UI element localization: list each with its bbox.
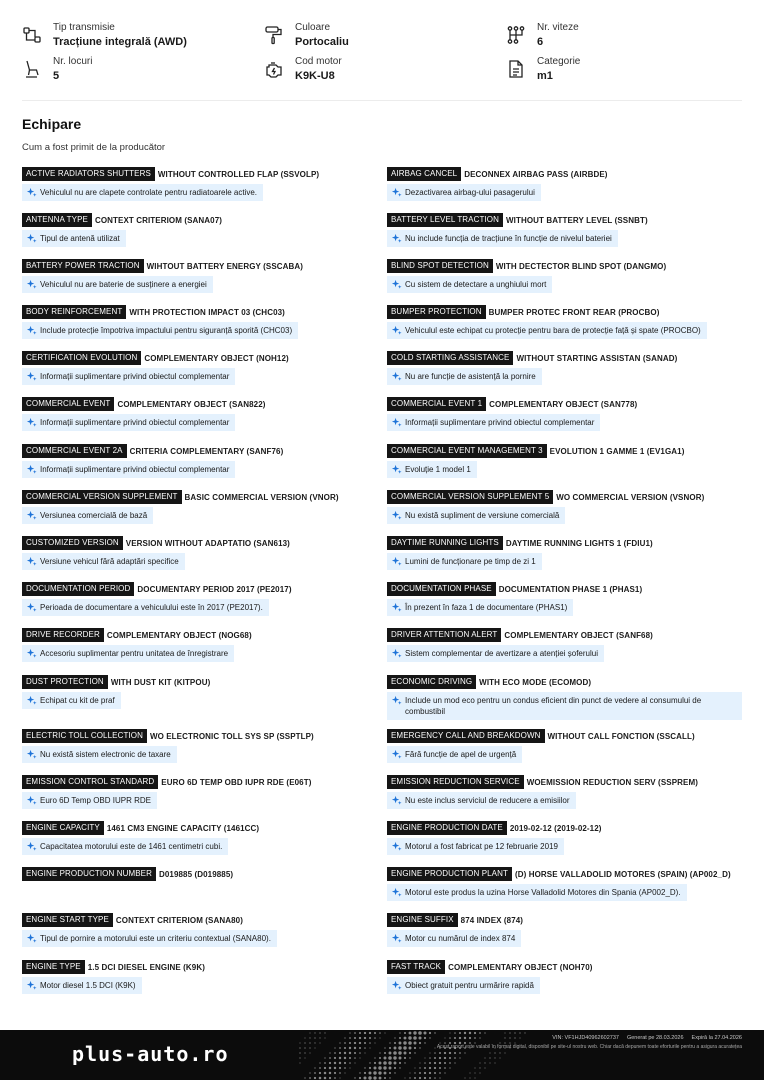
equipment-header xyxy=(387,213,747,227)
equipment-item xyxy=(22,351,382,387)
equipment-item xyxy=(22,821,382,857)
equipment-tag: COMMERCIAL EVENT 1 xyxy=(387,397,486,411)
equipment-description-text: Include protecție împotriva impactului pentru siguranță sporită (CHC03) xyxy=(40,326,293,335)
paint-roller-icon xyxy=(264,25,284,45)
equipment-item xyxy=(22,213,382,249)
equipment-description xyxy=(22,599,269,616)
equipment-description-text: În prezent în faza 1 de documentare (PHAS1) xyxy=(405,603,568,612)
equipment-description-text: Informații suplimentare privind obiectul complementar xyxy=(40,418,230,427)
sparkle-icon xyxy=(391,749,402,760)
equipment-description-text: Versiunea comercială de bază xyxy=(40,511,148,520)
equipment-header xyxy=(22,582,382,596)
equipment-description-text: Vehiculul nu are clapete controlate pentru radiatoarele active. xyxy=(40,188,258,197)
sparkle-icon xyxy=(391,417,402,428)
equipment-code: VERSION WITHOUT ADAPTATIO (SAN613) xyxy=(125,538,290,548)
equipment-description xyxy=(22,230,126,247)
equipment-item xyxy=(387,167,747,203)
equipment-item xyxy=(387,213,747,249)
footer xyxy=(0,1030,764,1080)
equipment-description-text: Sistem complementar de avertizare a atenției șoferului xyxy=(405,649,598,658)
equipment-code: WITHOUT STARTING ASSISTAN (SANAD) xyxy=(516,353,678,363)
equipment-tag: COMMERCIAL EVENT xyxy=(22,397,114,411)
equipment-tag: ENGINE SUFFIX xyxy=(387,913,458,927)
equipment-header xyxy=(22,213,382,227)
sparkle-icon xyxy=(26,648,37,659)
equipment-header xyxy=(22,397,382,411)
equipment-item xyxy=(387,867,747,903)
equipment-header xyxy=(387,259,747,273)
spec-color xyxy=(264,22,494,54)
equipment-description-text: Motor diesel 1.5 DCI (K9K) xyxy=(40,981,136,990)
equipment-code: WITHOUT BATTERY LEVEL (SSNBT) xyxy=(506,215,648,225)
sparkle-icon xyxy=(391,933,402,944)
equipment-description xyxy=(22,414,235,431)
equipment-item xyxy=(22,444,382,480)
equipment-code: WITH DECTECTOR BLIND SPOT (DANGMO) xyxy=(495,261,667,271)
equipment-header xyxy=(22,536,382,550)
equipment-item xyxy=(387,729,747,765)
equipment-tag: BATTERY LEVEL TRACTION xyxy=(387,213,503,227)
equipment-description-text: Include un mod eco pentru un condus eficient din punct de vedere al consumului de combustibil xyxy=(405,696,702,716)
equipment-description xyxy=(387,838,564,855)
equipment-code: CONTEXT CRITERIOM (SANA07) xyxy=(94,215,223,225)
equipment-description xyxy=(387,368,542,385)
spec-gears xyxy=(506,22,736,54)
dot-pattern xyxy=(296,1030,536,1080)
spec-transmission xyxy=(22,22,252,54)
equipment-tag: COMMERCIAL EVENT 2A xyxy=(22,444,127,458)
equipment-description-text: Vehiculul nu are baterie de susținere a energiei xyxy=(40,280,207,289)
sparkle-icon xyxy=(26,464,37,475)
sparkle-icon xyxy=(391,695,402,706)
equipment-header xyxy=(387,867,747,881)
equipment-code: EVOLUTION 1 GAMME 1 (EV1GA1) xyxy=(549,446,685,456)
equipment-description-text: Vehiculul este echipat cu protecție pentru bara de protecție față și spate (PROCBO) xyxy=(405,326,701,335)
equipment-tag: DRIVE RECORDER xyxy=(22,628,104,642)
equipment-description xyxy=(22,977,142,994)
equipment-item xyxy=(387,490,747,526)
equipment-description xyxy=(22,930,277,947)
generated-text: Generat pe 28.03.2026 xyxy=(626,1035,684,1041)
equipment-tag: COMMERCIAL EVENT MANAGEMENT 3 xyxy=(387,444,547,458)
equipment-code: WITHOUT CALL FONCTION (SSCALL) xyxy=(547,731,695,741)
equipment-header xyxy=(387,536,747,550)
equipment-item xyxy=(387,351,747,387)
equipment-tag: ENGINE START TYPE xyxy=(22,913,113,927)
equipment-description xyxy=(387,930,521,947)
equipment-item xyxy=(22,960,382,996)
spec-label: Categorie xyxy=(537,56,581,67)
equipment-tag: DUST PROTECTION xyxy=(22,675,108,689)
spec-value: 6 xyxy=(537,36,544,48)
equipment-description xyxy=(387,746,522,763)
equipment-description xyxy=(22,746,177,763)
sparkle-icon xyxy=(391,648,402,659)
vehicle-specs xyxy=(22,22,742,92)
equipment-item xyxy=(22,729,382,765)
sparkle-icon xyxy=(391,556,402,567)
sparkle-icon xyxy=(26,795,37,806)
equipment-tag: CERTIFICATION EVOLUTION xyxy=(22,351,141,365)
sparkle-icon xyxy=(391,887,402,898)
equipment-code: WITHOUT CONTROLLED FLAP (SSVOLP) xyxy=(157,169,320,179)
equipment-header xyxy=(22,867,382,881)
equipment-code: 874 INDEX (874) xyxy=(460,915,524,925)
equipment-tag: ENGINE PRODUCTION PLANT xyxy=(387,867,512,881)
equipment-description-text: Echipat cu kit de praf xyxy=(40,696,115,705)
equipment-description-text: Lumini de funcționare pe timp de zi 1 xyxy=(405,557,536,566)
equipment-description xyxy=(22,461,235,478)
footer-meta xyxy=(552,1035,742,1041)
divider xyxy=(22,100,742,101)
equipment-tag: COMMERCIAL VERSION SUPPLEMENT 5 xyxy=(387,490,553,504)
spec-value: 5 xyxy=(53,70,60,82)
seat-icon xyxy=(22,59,42,79)
equipment-header xyxy=(387,444,747,458)
equipment-item xyxy=(387,444,747,480)
equipment-description xyxy=(387,599,573,616)
spec-label: Nr. viteze xyxy=(537,22,579,33)
equipment-item xyxy=(387,259,747,295)
equipment-tag: DOCUMENTATION PERIOD xyxy=(22,582,134,596)
equipment-code: DOCUMENTARY PERIOD 2017 (PE2017) xyxy=(137,584,292,594)
equipment-header xyxy=(387,913,747,927)
equipment-item xyxy=(22,167,382,203)
equipment-code: CONTEXT CRITERIOM (SANA80) xyxy=(115,915,243,925)
equipment-description-text: Motor cu numărul de index 874 xyxy=(405,934,516,943)
equipment-description xyxy=(387,977,540,994)
equipment-item xyxy=(22,259,382,295)
equipment-tag: AIRBAG CANCEL xyxy=(387,167,461,181)
equipment-tag: ACTIVE RADIATORS SHUTTERS xyxy=(22,167,155,181)
equipment-item xyxy=(387,913,747,949)
equipment-tag: COLD STARTING ASSISTANCE xyxy=(387,351,513,365)
equipment-header xyxy=(387,729,747,743)
equipment-item xyxy=(22,397,382,433)
equipment-code: COMPLEMENTARY OBJECT (SAN822) xyxy=(117,399,266,409)
equipment-item xyxy=(387,536,747,572)
equipment-description-text: Nu există supliment de versiune comercială xyxy=(405,511,560,520)
equipment-code: WITH DUST KIT (KITPOU) xyxy=(110,677,211,687)
equipment-description-text: Cu sistem de detectare a unghiului mort xyxy=(405,280,547,289)
equipment-description xyxy=(22,368,235,385)
equipment-header xyxy=(387,628,747,642)
spec-label: Nr. locuri xyxy=(53,56,93,67)
equipment-code: D019885 (D019885) xyxy=(158,869,234,879)
equipment-item xyxy=(22,867,382,881)
equipment-description xyxy=(387,507,565,524)
sparkle-icon xyxy=(26,371,37,382)
document-icon xyxy=(506,59,526,79)
equipment-description xyxy=(22,792,157,809)
equipment-item xyxy=(22,913,382,949)
equipment-description-text: Versiune vehicul fără adaptări specifice xyxy=(40,557,179,566)
equipment-code: COMPLEMENTARY OBJECT (SAN778) xyxy=(489,399,638,409)
equipment-code: COMPLEMENTARY OBJECT (SANF68) xyxy=(504,630,653,640)
equipment-code: DECONNEX AIRBAG PASS (AIRBDE) xyxy=(464,169,608,179)
equipment-description-text: Motorul este produs la uzina Horse Valladolid Motores din Spania (AP002_D). xyxy=(405,888,681,897)
equipment-code: 1.5 DCI DIESEL ENGINE (K9K) xyxy=(87,962,205,972)
sparkle-icon xyxy=(26,325,37,336)
logo[interactable]: plus-auto.ro xyxy=(72,1042,229,1066)
equipment-description-text: Nu include funcția de tracțiune în funcție de nivelul bateriei xyxy=(405,234,612,243)
equipment-description xyxy=(22,276,213,293)
equipment-item xyxy=(387,397,747,433)
equipment-description xyxy=(387,276,552,293)
equipment-tag: ENGINE PRODUCTION NUMBER xyxy=(22,867,156,881)
equipment-tag: CUSTOMIZED VERSION xyxy=(22,536,123,550)
equipment-item xyxy=(387,582,747,618)
equipment-description xyxy=(387,553,542,570)
equipment-description-text: Euro 6D Temp OBD IUPR RDE xyxy=(40,796,151,805)
equipment-description-text: Nu este inclus serviciul de reducere a emisiilor xyxy=(405,796,570,805)
equipment-header xyxy=(22,351,382,365)
equipment-code: WOEMISSION REDUCTION SERV (SSPREM) xyxy=(526,777,698,787)
equipment-header xyxy=(387,351,747,365)
equipment-description xyxy=(387,792,576,809)
equipment-header xyxy=(387,960,747,974)
equipment-description xyxy=(387,230,618,247)
sparkle-icon xyxy=(391,510,402,521)
spec-category xyxy=(506,56,736,88)
equipment-description-text: Dezactivarea airbag-ului pasagerului xyxy=(405,188,535,197)
equipment-tag: ELECTRIC TOLL COLLECTION xyxy=(22,729,147,743)
equipment-tag: BLIND SPOT DETECTION xyxy=(387,259,493,273)
equipment-tag: ANTENNA TYPE xyxy=(22,213,92,227)
equipment-code: COMPLEMENTARY OBJECT (NOH12) xyxy=(144,353,289,363)
equipment-tag: EMISSION REDUCTION SERVICE xyxy=(387,775,524,789)
section-title: Echipare xyxy=(22,116,82,132)
equipment-description xyxy=(22,507,153,524)
equipment-code: DAYTIME RUNNING LIGHTS 1 (FDIU1) xyxy=(505,538,653,548)
equipment-description-text: Obiect gratuit pentru urmărire rapidă xyxy=(405,981,534,990)
equipment-code: CRITERIA COMPLEMENTARY (SANF76) xyxy=(129,446,284,456)
equipment-header xyxy=(22,305,382,319)
sparkle-icon xyxy=(26,417,37,428)
equipment-header xyxy=(22,775,382,789)
equipment-tag: ENGINE CAPACITY xyxy=(22,821,104,835)
equipment-code: WO ELECTRONIC TOLL SYS SP (SSPTLP) xyxy=(149,731,314,741)
gear-shift-icon xyxy=(506,25,526,45)
sparkle-icon xyxy=(26,602,37,613)
equipment-item xyxy=(22,582,382,618)
equipment-item xyxy=(22,675,382,711)
equipment-item xyxy=(22,536,382,572)
sparkle-icon xyxy=(391,795,402,806)
sparkle-icon xyxy=(26,556,37,567)
section-subtitle: Cum a fost primit de la producător xyxy=(22,142,166,153)
equipment-code: DOCUMENTATION PHASE 1 (PHAS1) xyxy=(498,584,643,594)
equipment-header xyxy=(22,960,382,974)
vin-text: VIN: VF1HJD40962602737 xyxy=(552,1035,619,1041)
sparkle-icon xyxy=(391,325,402,336)
equipment-code: BASIC COMMERCIAL VERSION (VNOR) xyxy=(184,492,339,502)
sparkle-icon xyxy=(26,841,37,852)
equipment-code: (D) HORSE VALLADOLID MOTORES (SPAIN) (AP002_D) xyxy=(514,869,731,879)
equipment-description-text: Informații suplimentare privind obiectul complementar xyxy=(40,465,230,474)
equipment-code: 1461 CM3 ENGINE CAPACITY (1461CC) xyxy=(106,823,260,833)
equipment-description-text: Capacitatea motorului este de 1461 centimetri cubi. xyxy=(40,842,223,851)
equipment-description-text: Nu are funcție de asistență la pornire xyxy=(405,372,536,381)
equipment-tag: FAST TRACK xyxy=(387,960,445,974)
sparkle-icon xyxy=(391,980,402,991)
equipment-tag: COMMERCIAL VERSION SUPPLEMENT xyxy=(22,490,182,504)
equipment-item xyxy=(22,305,382,341)
equipment-description-text: Nu există sistem electronic de taxare xyxy=(40,750,171,759)
equipment-description xyxy=(22,553,185,570)
equipment-item xyxy=(387,960,747,996)
equipment-code: EURO 6D TEMP OBD IUPR RDE (E06T) xyxy=(161,777,312,787)
equipment-description-text: Tipul de pornire a motorului este un criteriu contextual (SANA80). xyxy=(40,934,271,943)
sparkle-icon xyxy=(26,933,37,944)
spec-engine-code xyxy=(264,56,494,88)
sparkle-icon xyxy=(26,749,37,760)
sparkle-icon xyxy=(26,233,37,244)
equipment-description xyxy=(22,692,121,709)
sparkle-icon xyxy=(391,602,402,613)
sparkle-icon xyxy=(26,695,37,706)
equipment-description-text: Informații suplimentare privind obiectul complementar xyxy=(405,418,595,427)
sparkle-icon xyxy=(26,187,37,198)
spec-value: m1 xyxy=(537,70,553,82)
equipment-code: 2019-02-12 (2019-02-12) xyxy=(509,823,602,833)
equipment-description xyxy=(22,645,234,662)
equipment-description xyxy=(387,645,604,662)
equipment-code: BUMPER PROTEC FRONT REAR (PROCBO) xyxy=(488,307,660,317)
equipment-item xyxy=(387,821,747,857)
equipment-header xyxy=(22,444,382,458)
equipment-tag: EMISSION CONTROL STANDARD xyxy=(22,775,158,789)
equipment-item xyxy=(22,628,382,664)
equipment-description-text: Informații suplimentare privind obiectul complementar xyxy=(40,372,230,381)
spec-value: Portocaliu xyxy=(295,36,349,48)
equipment-item xyxy=(387,305,747,341)
equipment-tag: DAYTIME RUNNING LIGHTS xyxy=(387,536,503,550)
equipment-item xyxy=(22,775,382,811)
equipment-description xyxy=(387,884,687,901)
equipment-description-text: Accesoriu suplimentar pentru unitatea de înregistrare xyxy=(40,649,229,658)
equipment-item xyxy=(22,490,382,526)
equipment-header xyxy=(22,913,382,927)
equipment-description xyxy=(387,461,477,478)
equipment-description-text: Evoluție 1 model 1 xyxy=(405,465,471,474)
equipment-description-text: Tipul de antenă utilizat xyxy=(40,234,120,243)
footer-note: Acest raport este valabil în format digital, disponibil pe site-ul nostru web. Chiar dacă depunem toate eforturile pentru a asigura acuratețea xyxy=(436,1044,742,1050)
equipment-tag: ECONOMIC DRIVING xyxy=(387,675,476,689)
equipment-description xyxy=(387,184,541,201)
equipment-header xyxy=(387,675,747,689)
equipment-header xyxy=(22,628,382,642)
equipment-header xyxy=(22,675,382,689)
spec-value: Tracțiune integrală (AWD) xyxy=(53,36,187,48)
equipment-description-text: Motorul a fost fabricat pe 12 februarie 2019 xyxy=(405,842,558,851)
spec-label: Culoare xyxy=(295,22,331,33)
equipment-description xyxy=(22,322,298,339)
equipment-header xyxy=(22,821,382,835)
equipment-description xyxy=(387,414,600,431)
equipment-tag: ENGINE PRODUCTION DATE xyxy=(387,821,507,835)
spec-label: Cod motor xyxy=(295,56,342,67)
equipment-header xyxy=(22,729,382,743)
sparkle-icon xyxy=(391,233,402,244)
equipment-header xyxy=(387,490,747,504)
spec-seats xyxy=(22,56,252,88)
equipment-description xyxy=(22,184,263,201)
equipment-description xyxy=(387,322,707,339)
sparkle-icon xyxy=(391,279,402,290)
equipment-code: WITH ECO MODE (ECOMOD) xyxy=(479,677,592,687)
equipment-header xyxy=(22,167,382,181)
equipment-code: WIHTOUT BATTERY ENERGY (SSCABA) xyxy=(146,261,304,271)
equipment-header xyxy=(22,259,382,273)
equipment-code: WITH PROTECTION IMPACT 03 (CHC03) xyxy=(129,307,285,317)
equipment-tag: DRIVER ATTENTION ALERT xyxy=(387,628,501,642)
equipment-description xyxy=(387,692,742,720)
equipment-code: WO COMMERCIAL VERSION (VSNOR) xyxy=(556,492,705,502)
equipment-item xyxy=(387,675,747,720)
sparkle-icon xyxy=(391,371,402,382)
equipment-code: COMPLEMENTARY OBJECT (NOH70) xyxy=(448,962,593,972)
equipment-description xyxy=(22,838,228,855)
equipment-header xyxy=(387,397,747,411)
equipment-header xyxy=(387,167,747,181)
equipment-description-text: Perioada de documentare a vehiculului este în 2017 (PE2017). xyxy=(40,603,263,612)
equipment-tag: DOCUMENTATION PHASE xyxy=(387,582,496,596)
expires-text: Expiră la 27.04.2026 xyxy=(691,1035,742,1041)
engine-icon xyxy=(264,59,284,79)
equipment-tag: BATTERY POWER TRACTION xyxy=(22,259,144,273)
equipment-tag: EMERGENCY CALL AND BREAKDOWN xyxy=(387,729,545,743)
equipment-header xyxy=(22,490,382,504)
equipment-code: COMPLEMENTARY OBJECT (NOG68) xyxy=(106,630,252,640)
equipment-tag: ENGINE TYPE xyxy=(22,960,85,974)
sparkle-icon xyxy=(391,464,402,475)
sparkle-icon xyxy=(26,980,37,991)
equipment-item xyxy=(387,775,747,811)
equipment-header xyxy=(387,775,747,789)
equipment-header xyxy=(387,821,747,835)
sparkle-icon xyxy=(26,510,37,521)
transmission-icon xyxy=(22,25,42,45)
sparkle-icon xyxy=(26,279,37,290)
spec-value: K9K-U8 xyxy=(295,70,335,82)
sparkle-icon xyxy=(391,841,402,852)
equipment-header xyxy=(387,582,747,596)
equipment-description-text: Fără funcție de apel de urgență xyxy=(405,750,517,759)
equipment-header xyxy=(387,305,747,319)
sparkle-icon xyxy=(391,187,402,198)
equipment-tag: BODY REINFORCEMENT xyxy=(22,305,126,319)
equipment-tag: BUMPER PROTECTION xyxy=(387,305,486,319)
spec-label: Tip transmisie xyxy=(53,22,115,33)
equipment-item xyxy=(387,628,747,664)
